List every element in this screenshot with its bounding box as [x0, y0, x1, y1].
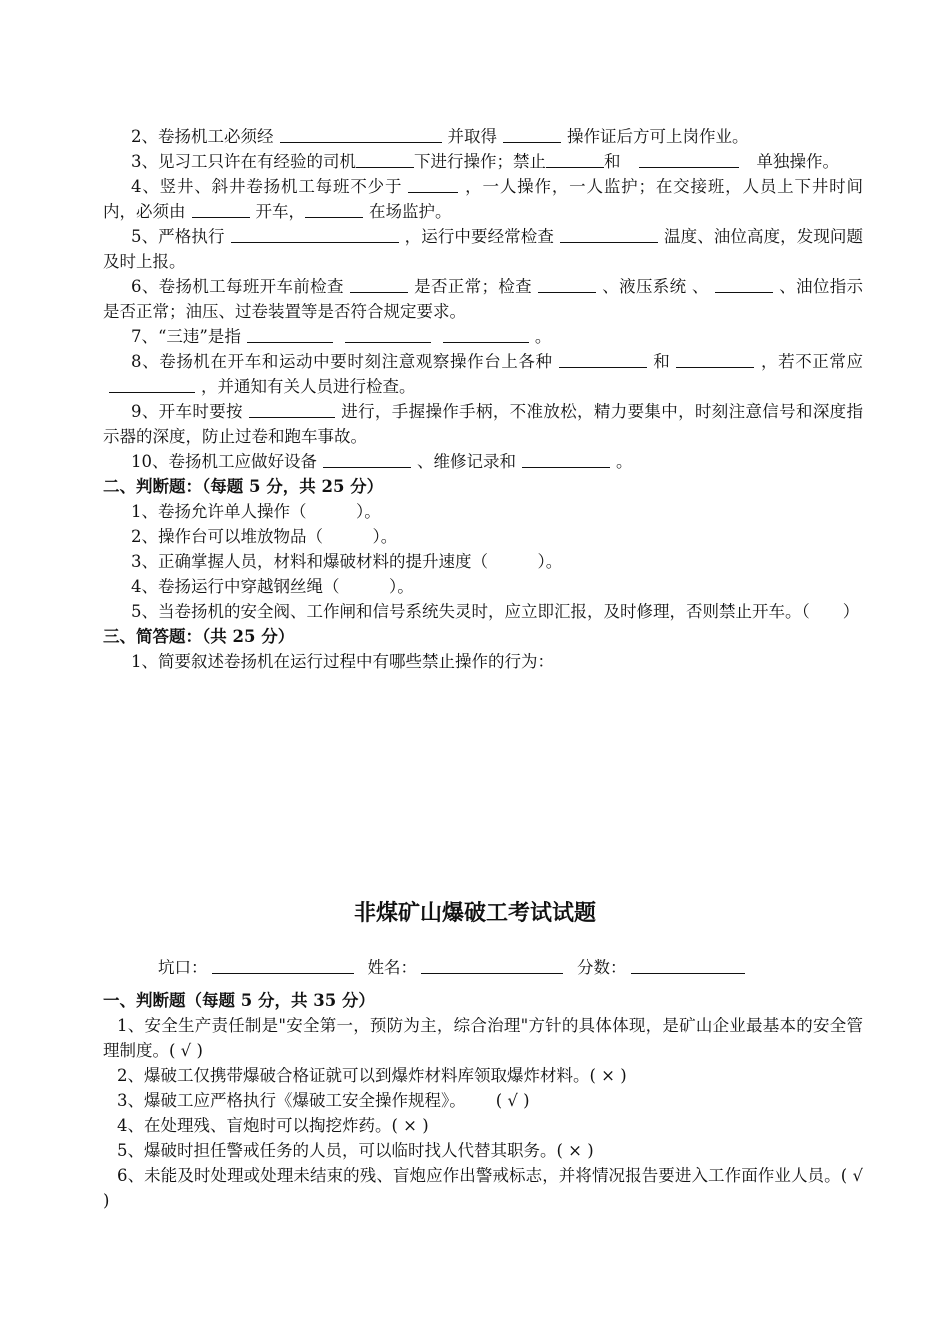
- score-blank: [631, 957, 745, 974]
- exam1-section: [103, 124, 863, 674]
- judge-item: 2、操作台可以堆放物品（ ）。: [131, 527, 398, 546]
- blank: [350, 276, 408, 293]
- blank: [305, 201, 363, 218]
- blank: [546, 151, 604, 168]
- judge-item: 3、正确掌握人员，材料和爆破材料的提升速度（ ）。: [131, 552, 563, 571]
- blank: [231, 226, 399, 243]
- judge-item: 1、安全生产责任制是"安全第一，预防为主，综合治理"方针的具体体现，是矿山企业最基本的安全管理制度。( √ ): [103, 1016, 863, 1060]
- blank: [323, 451, 411, 468]
- judge-item: 1、卷扬允许单人操作（ ）。: [131, 502, 381, 521]
- blank: [715, 276, 773, 293]
- judge-item: 3、爆破工应严格执行《爆破工安全操作规程》。 ( √ ): [117, 1091, 530, 1110]
- judge-item: 2、爆破工仅携带爆破合格证就可以到爆炸材料库领取爆炸材料。( × ): [117, 1066, 627, 1085]
- score-label: 分数：: [577, 958, 627, 977]
- blank: [538, 276, 596, 293]
- blank: [408, 176, 458, 193]
- judge-item: 6、未能及时处理或处理未结束的残、盲炮应作出警戒标志，并将情况报告要进入工作面作业人员。( √ ): [103, 1166, 863, 1210]
- section-heading-judge: 二、判断题：（每题 5 分，共 25 分）: [103, 477, 384, 496]
- judge-item: 4、在处理残、盲炮时可以掏挖炸药。( × ): [117, 1116, 429, 1135]
- blank: [109, 376, 195, 393]
- blank: [639, 151, 739, 168]
- question-7: 7、“三违”是指 。: [131, 327, 552, 346]
- question-10: 10、卷扬机工应做好设备 、维修记录和 。: [131, 452, 633, 471]
- question-4: 4、竖井、斜井卷扬机工每班不少于 ，一人操作，一人监护；在交接班，人员上下井时间内，必须由 开车， 在场监护。: [103, 177, 864, 221]
- question-8: 8、卷扬机在开车和运动中要时刻注意观察操作台上各种 和 ，若不正常应，并通知有关人员进行检查。: [103, 349, 863, 399]
- blank: [249, 401, 335, 418]
- blank: [345, 326, 431, 343]
- question-2: 2、卷扬机工必须经 并取得 操作证后方可上岗作业。: [131, 127, 749, 146]
- blank: [280, 126, 442, 143]
- blank: [522, 451, 610, 468]
- blank: [192, 201, 250, 218]
- pit-blank: [212, 957, 354, 974]
- blank: [503, 126, 561, 143]
- blank: [247, 326, 333, 343]
- section-heading-judge: 一、判断题（每题 5 分，共 35 分）: [103, 991, 375, 1010]
- blank: [559, 351, 647, 368]
- section-heading-short: 三、简答题：（共 25 分）: [103, 627, 295, 646]
- blank: [676, 351, 754, 368]
- judge-item: 5、爆破时担任警戒任务的人员，可以临时找人代替其职务。( × ): [117, 1141, 594, 1160]
- exam-title: 非煤矿山爆破工考试试题: [353, 900, 596, 926]
- judge-item: 4、卷扬运行中穿越钢丝绳（ ）。: [131, 577, 414, 596]
- exam2-section: [103, 988, 863, 1213]
- short-answer-question: 1、简要叙述卷扬机在运行过程中有哪些禁止操作的行为：: [131, 652, 554, 671]
- name-blank: [421, 957, 563, 974]
- pit-label: 坑口：: [158, 958, 208, 977]
- name-label: 姓名：: [367, 958, 417, 977]
- question-6: 6、卷扬机工每班开车前检查 是否正常；检查 、液压系统 、 、油位指示是否正常；油压、过卷装置等是否符合规定要求。: [103, 277, 864, 321]
- question-3: 3、见习工只许在有经验的司机 下进行操作；禁止 和 单独操作。: [131, 152, 839, 171]
- judge-item: 5、当卷扬机的安全阀、工作闸和信号系统失灵时，应立即汇报，及时修理，否则禁止开车。（ ）: [131, 602, 860, 621]
- blank: [443, 326, 529, 343]
- blank: [560, 226, 658, 243]
- question-9: 9、开车时要按 进行，手握操作手柄，不准放松，精力要集中，时刻注意信号和深度指示器的深度，防止过卷和跑车事故。: [103, 402, 864, 446]
- blank: [356, 151, 414, 168]
- question-5: 5、严格执行 ，运行中要经常检查 温度、油位高度，发现问题及时上报。: [103, 227, 864, 271]
- exam-info-row: [158, 955, 759, 980]
